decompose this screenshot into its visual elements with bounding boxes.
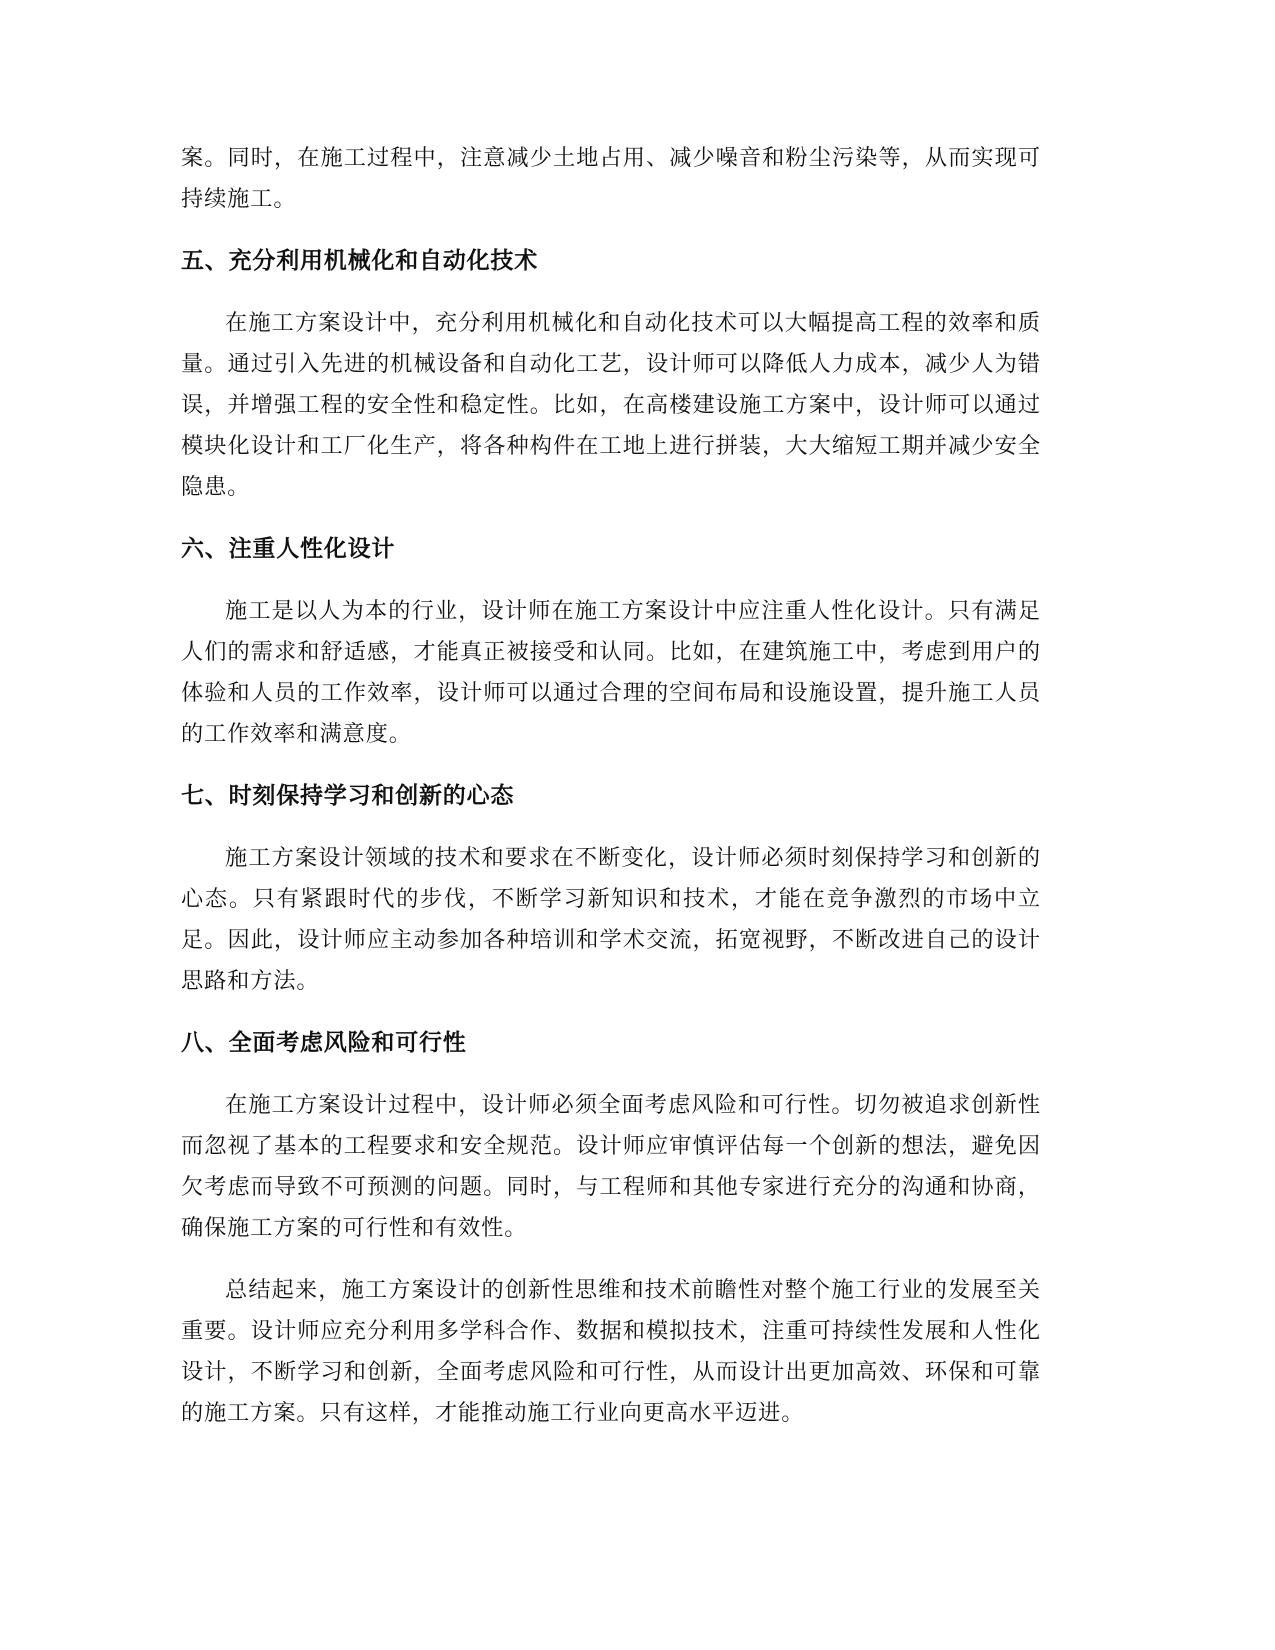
section-body-8: 在施工方案设计过程中，设计师必须全面考虑风险和可行性。切勿被追求创新性而忽视了基本的工程要求和安全规范。设计师应审慎评估每一个创新的想法，避免因欠考虑而导致不可预测的问题。同时，与工程师和其他专家进行充分的沟通和协商，确保施工方案的可行性和有效性。 bbox=[181, 1092, 1041, 1241]
section-body-6: 施工是以人为本的行业，设计师在施工方案设计中应注重人性化设计。只有满足人们的需求和舒适感，才能真正被接受和认同。比如，在建筑施工中，考虑到用户的体验和人员的工作效率，设计师可以通过合理的空间布局和设施设置，提升施工人员的工作效率和满意度。 bbox=[181, 598, 1041, 747]
section-body-5: 在施工方案设计中，充分利用机械化和自动化技术可以大幅提高工程的效率和质量。通过引入先进的机械设备和自动化工艺，设计师可以降低人力成本，减少人为错误，并增强工程的安全性和稳定性。比如，在高楼建设施工方案中，设计师可以通过模块化设计和工厂化生产，将各种构件在工地上进行拼装，大大缩短工期并减少安全隐患。 bbox=[181, 310, 1041, 500]
document-body bbox=[181, 138, 1041, 1434]
section-heading-5: 五、充分利用机械化和自动化技术 bbox=[181, 248, 538, 274]
intro-paragraph: 案。同时，在施工过程中，注意减少土地占用、减少噪音和粉尘污染等，从而实现可持续施工。 bbox=[181, 145, 1041, 212]
section-body-7: 施工方案设计领域的技术和要求在不断变化，设计师必须时刻保持学习和创新的心态。只有紧跟时代的步伐，不断学习新知识和技术，才能在竞争激烈的市场中立足。因此，设计师应主动参加各种培训和学术交流，拓宽视野，不断改进自己的设计思路和方法。 bbox=[181, 845, 1041, 994]
section-heading-6: 六、注重人性化设计 bbox=[181, 536, 396, 562]
section-heading-8: 八、全面考虑风险和可行性 bbox=[181, 1030, 467, 1056]
conclusion-paragraph: 总结起来，施工方案设计的创新性思维和技术前瞻性对整个施工行业的发展至关重要。设计师应充分利用多学科合作、数据和模拟技术，注重可持续性发展和人性化设计，不断学习和创新，全面考虑风险和可行性，从而设计出更加高效、环保和可靠的施工方案。只有这样，才能推动施工行业向更高水平迈进。 bbox=[181, 1277, 1041, 1426]
section-heading-7: 七、时刻保持学习和创新的心态 bbox=[181, 783, 515, 809]
